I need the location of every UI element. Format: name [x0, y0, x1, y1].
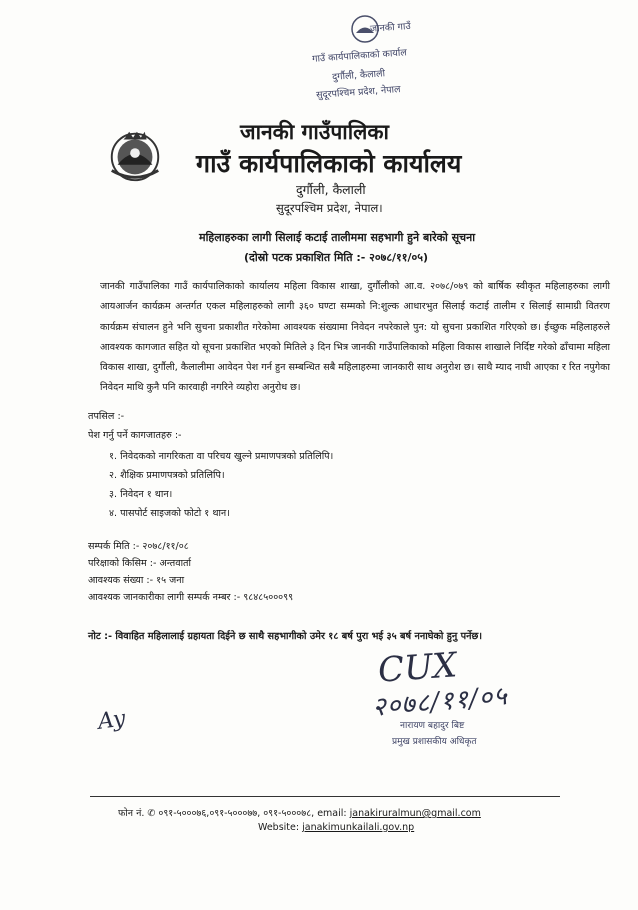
footer-website [258, 822, 414, 833]
notice-subject: महिलाहरुका लागी सिलाई कटाई तालीममा सहभागी हुने बारेको सूचना [199, 231, 476, 244]
footer-contact [118, 806, 481, 819]
phone-icon: ✆ [147, 808, 156, 819]
required-count: आवश्यक संख्या :- १५ जना [88, 575, 185, 586]
officer-signature: CUX [376, 645, 459, 691]
nepal-emblem-icon [104, 124, 166, 186]
document-item-3: ३. निवेदन १ थान। [109, 489, 173, 500]
phone-label: फोन नं. [118, 808, 145, 819]
office-location: दुर्गौली, कैलाली [296, 182, 366, 197]
stamp-line-1: जानकी गाउँ [369, 20, 411, 35]
stamp-line-3: दुर्गौली, कैलाली [331, 68, 386, 83]
officer-name: नारायण बहादुर बिष्ट [400, 721, 465, 731]
exam-type: परिक्षाको किसिम :- अन्तवार्ता [88, 558, 192, 569]
signature-date: २०७८/११/०५ [371, 681, 509, 723]
tapsil-label: तपसिल :- [88, 411, 125, 422]
notice-published-date: (दोस्रो पटक प्रकाशित मिति :- २०७८/११/०५) [244, 251, 428, 264]
officer-title: प्रमुख प्रशासकीय अधिकृत [392, 737, 477, 747]
office-province: सुदूरपश्चिम प्रदेश, नेपाल। [276, 201, 383, 215]
website-link[interactable]: janakimunkailali.gov.np [302, 822, 415, 833]
email-label: email: [317, 808, 347, 819]
contact-date: सम्पर्क मिति :- २०७८/११/०८ [88, 541, 189, 552]
initials-signature: Ay [96, 706, 128, 735]
document-item-1: १. निवेदकको नागरिकता वा परिचय खुल्ने प्रमाणपत्रको प्रतिलिपि। [109, 451, 334, 462]
stamp-line-2: गाउँ कार्यपालिकाको कार्याल [311, 47, 408, 65]
documents-heading: पेश गर्नु पर्ने कागजातहरु :- [88, 430, 182, 441]
phone-numbers: ०९१-५०००७६,०९१-५०००७७, ०९१-५०००७८, [158, 808, 315, 819]
email-link[interactable]: janakiruralmun@gmail.com [349, 808, 481, 819]
notice-paragraph: जानकी गाउँपालिका गाउँ कार्यपालिकाको कार्यालय महिला विकास शाखा, दुर्गौलीको आ.व. २०७८/०७९ को बार्षिक स्वीकृत महिलाहरुका लागी आयआर्जन कार्यक्रम अन्तर्गत एकल महिलाहरुको लागी ३६० घण्टा सम्मको नि:शुल्क आधारभुत सिलाई कटाई तालीम र सिलाई सामाग्री वितरण कार्यक्रम संचालन हुने भनि सुचना प्रकाशीत गरेकोमा आवश्यक संख्यामा निवेदन नपरेकाले पुन: यो सुचना प्रकाशित गरिएको छ। ईच्छुक महिलाहरुले आवश्यक कागजात सहित यो सूचना प्रकाशित भएको मितिले ३ दिन भित्र जानकी गाउँपालिकाको महिला विकास शाखाले निर्दिष्ट गरेको ढाँचामा महिला विकास शाखा, दुर्गौली, कैलालीमा आवेदन पेश गर्न हुन सम्बन्धित सबै महिलाहरुमा जानकारी साथ अनुरोश छ। साथै म्याद नाघी आएका र रित नपुगेका निवेदन माथि कुनै पनि कारवाही नगरिने व्यहोरा अनुरोध छ। [100, 281, 610, 394]
municipality-name: जानकी गाउँपालिका [240, 120, 389, 144]
office-name: गाउँ कार्यपालिकाको कार्यालय [196, 149, 462, 178]
document-item-2: २. शैक्षिक प्रमाणपत्रको प्रतिलिपि। [109, 470, 225, 481]
website-label: Website: [258, 822, 300, 833]
contact-number: आवश्यक जानकारीका लागी सम्पर्क नम्बर :- ९८४८५०००९९ [88, 592, 294, 603]
document-item-4: ४. पासपोर्ट साइजको फोटो १ थान। [109, 508, 230, 519]
office-stamp [312, 14, 424, 106]
notice-note: नोट :- विवाहित महिलालाई ग्रहायता दिईने छ साथै सहभागीको उमेर १८ बर्ष पुरा भई ३५ बर्ष ननाघेको हुनु पर्नेछ। [88, 631, 483, 642]
stamp-line-4: सुदूरपश्चिम प्रदेश, नेपाल [315, 84, 401, 101]
footer-divider [90, 796, 560, 797]
